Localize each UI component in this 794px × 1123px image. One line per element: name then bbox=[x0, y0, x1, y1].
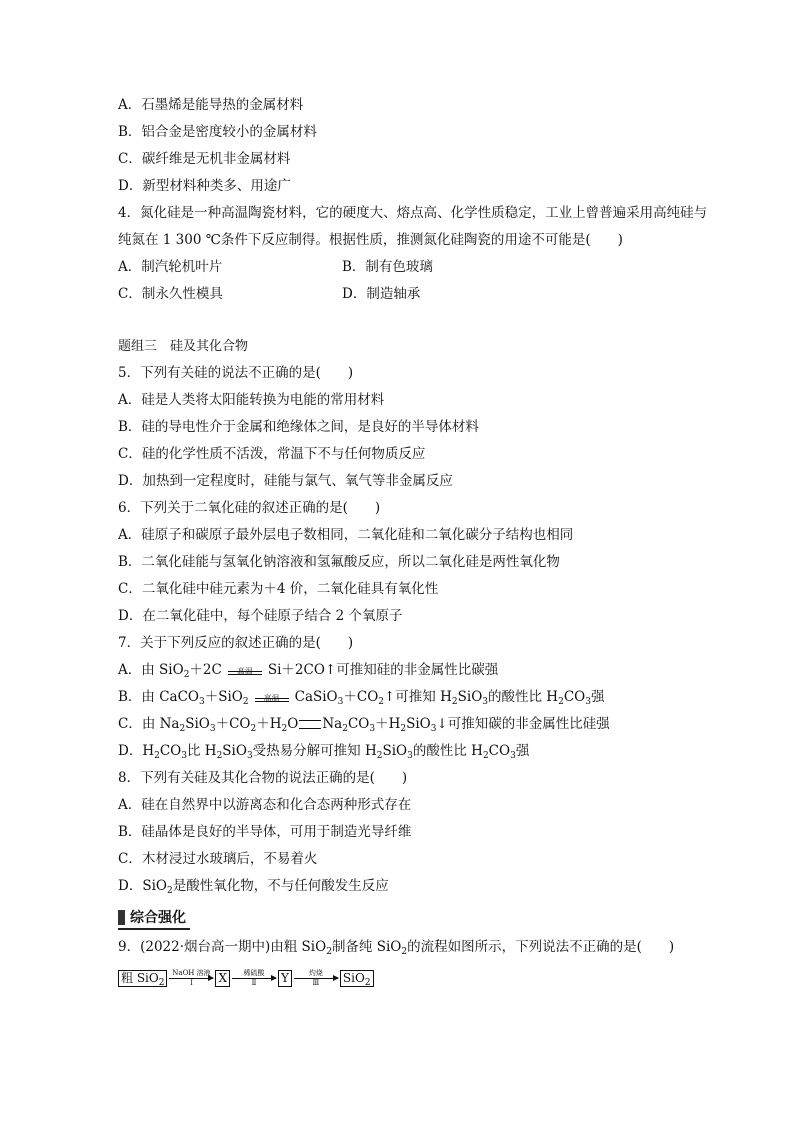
q5-option-b: B．硅的导电性介于金属和绝缘体之间，是良好的半导体材料 bbox=[118, 419, 479, 435]
section-header bbox=[118, 906, 190, 930]
q8-option-c: C．木材浸过水玻璃后，不易着火 bbox=[118, 851, 318, 867]
q6-option-b: B．二氧化硅能与氢氧化钠溶液和氢氟酸反应，所以二氧化硅是两性氧化物 bbox=[118, 554, 560, 570]
q3-option-d: D．新型材料种类多、用途广 bbox=[118, 178, 291, 194]
high-temp-condition: 高温 bbox=[255, 691, 289, 705]
q5-stem: 5．下列有关硅的说法不正确的是( ) bbox=[118, 365, 354, 381]
q6-option-c: C．二氧化硅中硅元素为＋4 价，二氧化硅具有氧化性 bbox=[118, 581, 439, 597]
flow-arrow-step1: NaOH 溶液 Ⅰ bbox=[169, 969, 213, 988]
arrow-right-icon bbox=[294, 978, 338, 979]
q8-option-b: B．硅晶体是良好的半导体，可用于制造光导纤维 bbox=[118, 824, 412, 840]
q4-option-c: C．制永久性模具 bbox=[118, 286, 223, 302]
q3-option-b: B．铝合金是密度较小的金属材料 bbox=[118, 124, 317, 140]
flow-start-box: 粗 SiO$_2$ bbox=[118, 970, 167, 987]
q3-option-c: C．碳纤维是无机非金属材料 bbox=[118, 151, 291, 167]
q3-option-a: A．石墨烯是能导热的金属材料 bbox=[118, 97, 304, 113]
spacer bbox=[118, 308, 718, 333]
high-temp-condition: 高温 bbox=[228, 664, 262, 678]
arrow-right-icon bbox=[169, 978, 213, 979]
q7-option-c: C．由 $Na_2SiO_3+CO_2+H_2O$ $Na_2CO_3+H_2SiO_3↓$可推知碳的非金属性比硅强 bbox=[118, 716, 610, 734]
q6-stem: 6．下列关于二氧化硅的叙述正确的是( ) bbox=[118, 500, 381, 516]
flow-x-box: X bbox=[215, 970, 230, 987]
q8-option-d: D．SiO$_2$是酸性氧化物，不与任何酸发生反应 bbox=[118, 878, 389, 896]
q5-option-c: C．硅的化学性质不活泼，常温下不与任何物质反应 bbox=[118, 446, 426, 462]
equals-sign bbox=[299, 720, 321, 729]
q7-option-b: B．由 CaCO$_3$＋SiO$_2$ 高温 $CaSiO_3+CO_2↑$可推知 $H_2SiO_3$的酸性比 $H_2CO_3$强 bbox=[118, 689, 605, 707]
flow-y-box: Y bbox=[278, 970, 292, 987]
q6-option-d: D．在二氧化硅中，每个硅原子结合 2 个氧原子 bbox=[118, 608, 403, 624]
arrow-right-icon bbox=[232, 978, 276, 979]
flow-end-box: SiO$_2$ bbox=[340, 970, 374, 987]
question-content bbox=[118, 92, 718, 993]
q6-option-a: A．硅原子和碳原子最外层电子数相同，二氧化硅和二氧化碳分子结构也相同 bbox=[118, 527, 574, 543]
group3-title: 题组三 硅及其化合物 bbox=[118, 339, 249, 354]
q9-stem: 9．(2022·烟台高一期中)由粗 SiO$_2$制备纯 SiO$_2$的流程如图所示，下列说法不正确的是( ) bbox=[118, 939, 675, 957]
q4-option-b: B．制有色玻璃 bbox=[342, 259, 433, 275]
q8-stem: 8．下列有关硅及其化合物的说法正确的是( ) bbox=[118, 770, 408, 786]
flow-arrow-step2: 稀硫酸 Ⅱ bbox=[232, 969, 276, 988]
q4-options-row1 bbox=[118, 254, 718, 281]
q8-option-a: A．硅在自然界中以游离态和化合态两种形式存在 bbox=[118, 797, 412, 813]
flow-arrow-step3: 灼烧 Ⅲ bbox=[294, 969, 338, 988]
section-title: 综合强化 bbox=[130, 910, 186, 926]
q4-option-d: D．制造轴承 bbox=[342, 286, 421, 302]
q4-option-a: A．制汽轮机叶片 bbox=[118, 259, 223, 275]
section-marker-icon bbox=[118, 910, 125, 925]
q5-option-a: A．硅是人类将太阳能转换为电能的常用材料 bbox=[118, 392, 385, 408]
q4-stem: 4．氮化硅是一种高温陶瓷材料，它的硬度大、熔点高、化学性质稳定，工业上曾普遍采用高纯硅与纯氮在 1 300 ℃条件下反应制得。根据性质，推测氮化硅陶瓷的用途不可能是( ) bbox=[118, 205, 708, 248]
q7-option-d: D．$H_2CO_3$比 $H_2SiO_3$受热易分解可推知 $H_2SiO_3$的酸性比 $H_2CO_3$强 bbox=[118, 743, 530, 761]
q5-option-d: D．加热到一定程度时，硅能与氯气、氧气等非金属反应 bbox=[118, 473, 453, 489]
q7-stem: 7．关于下列反应的叙述正确的是( ) bbox=[118, 635, 354, 651]
process-flow-diagram bbox=[118, 963, 718, 993]
q7-option-a: A．由 SiO$_2$＋2C 高温 Si＋2CO↑可推知硅的非金属性比碳强 bbox=[118, 662, 499, 680]
q4-options-row2 bbox=[118, 281, 718, 308]
